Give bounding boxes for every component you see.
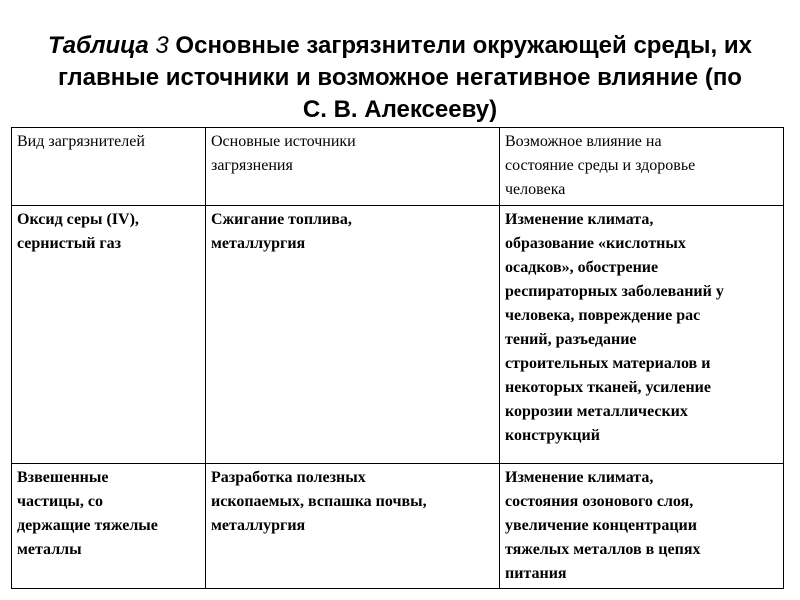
table-row-1 — [12, 206, 784, 464]
title-label: Таблица — [48, 32, 149, 59]
cell-text-line: некоторых тканей, усиление — [505, 379, 711, 396]
table-row-1-pollutant-type-cell — [12, 206, 206, 464]
title-number: 3 — [155, 32, 169, 59]
table-row-2-main-sources-cell — [206, 464, 500, 589]
table-header-row — [12, 128, 784, 206]
cell-text-line: Изменение климата, — [505, 211, 654, 228]
cell-text-line: конструкций — [505, 427, 600, 444]
cell-text-line: Разработка полезных — [211, 469, 366, 486]
table-header-row-pollutant-type-cell — [12, 128, 206, 206]
cell-text-line: состояния озонового слоя, — [505, 493, 694, 510]
cell-text-line: респираторных заболеваний у — [505, 283, 724, 300]
title-line-1 — [30, 30, 770, 62]
pollutants-table — [11, 127, 784, 589]
cell-text-line: строительных материалов и — [505, 355, 711, 372]
title-line-2: главные источники и возможное негативное влияние (по — [58, 64, 742, 91]
cell-text-line: тений, разъедание — [505, 331, 637, 348]
cell-text-line: металлургия — [211, 235, 306, 252]
cell-text-line: Основные источники — [211, 133, 356, 150]
cell-text-line: Сжигание топлива, — [211, 211, 352, 228]
table-row-1-main-sources-cell — [206, 206, 500, 464]
cell-text-line: Возможное влияние на — [505, 133, 662, 150]
cell-text-line: ископаемых, вспашка почвы, — [211, 493, 427, 510]
cell-text-line: металлы — [17, 541, 82, 558]
cell-text-line: состояние среды и здоровье — [505, 157, 696, 174]
cell-text-line: сернистый газ — [17, 235, 122, 252]
cell-text-line: загрязнения — [211, 157, 293, 174]
cell-text-line: коррозии металлических — [505, 403, 688, 420]
cell-text-line: человека — [505, 181, 566, 198]
cell-text-line: Оксид серы (IV), — [17, 211, 139, 228]
cell-text-line: Взвешенные — [17, 469, 109, 486]
table-body — [12, 128, 784, 589]
title-line-1-text: Основные загрязнители окружающей среды, их — [175, 32, 752, 59]
table-row-1-possible-impact-cell — [500, 206, 784, 464]
cell-text-line: образование «кислотных — [505, 235, 686, 252]
cell-text-line: осадков», обострение — [505, 259, 659, 276]
cell-text-line: человека, повреждение рас — [505, 307, 701, 324]
cell-text-line: увеличение концентрации — [505, 517, 697, 534]
table-header-row-main-sources-cell — [206, 128, 500, 206]
table-header-row-possible-impact-cell — [500, 128, 784, 206]
table-row-2-pollutant-type-cell — [12, 464, 206, 589]
cell-text-line: Вид загрязнителей — [17, 133, 145, 150]
table-row-2 — [12, 464, 784, 589]
table-title — [30, 30, 770, 126]
cell-text-line: металлургия — [211, 517, 306, 534]
cell-text-line: тяжелых металлов в цепях — [505, 541, 701, 558]
cell-text-line: Изменение климата, — [505, 469, 654, 486]
cell-text-line: держащие тяжелые — [17, 517, 158, 534]
cell-text-line: частицы, со — [17, 493, 104, 510]
cell-text-line: питания — [505, 565, 567, 582]
table-row-2-possible-impact-cell — [500, 464, 784, 589]
title-line-3: С. В. Алексееву) — [302, 96, 498, 123]
